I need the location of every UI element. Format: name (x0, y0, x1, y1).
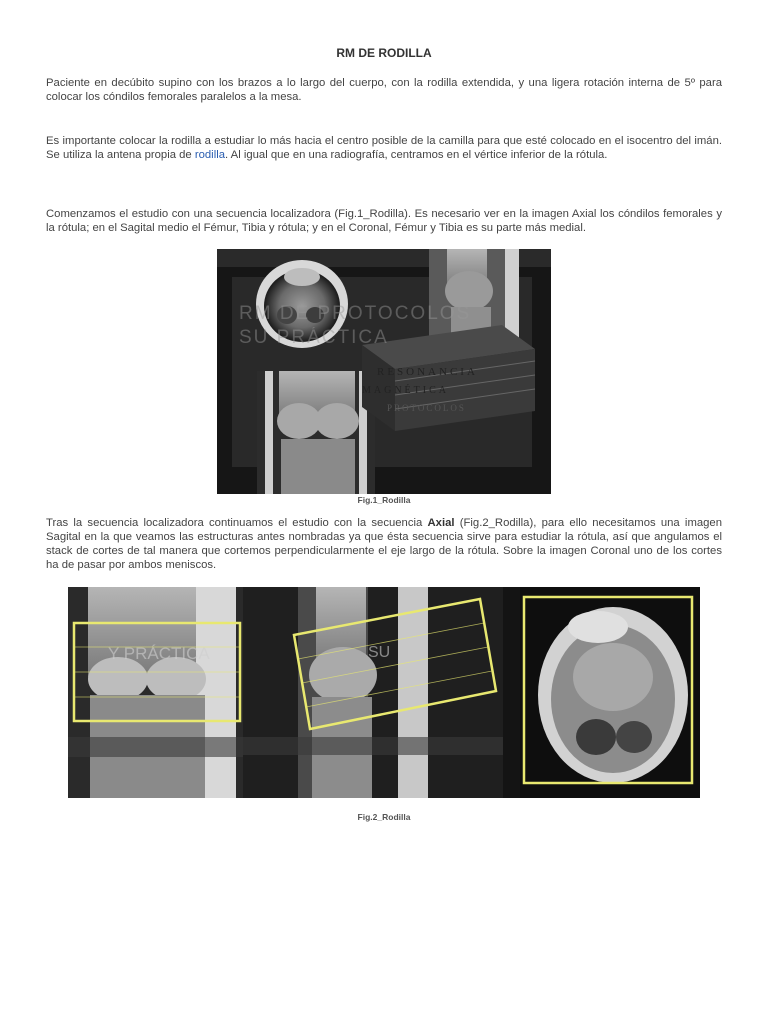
figure-2-caption: Fig.2_Rodilla (357, 812, 411, 822)
figure-2-planning-image (68, 587, 700, 798)
paragraph-centering (46, 134, 722, 162)
axial-term: Axial (427, 517, 455, 529)
figure-1-box-text-1: RESONANCIA (377, 366, 478, 378)
figure-1-watermark-1: RM DE PROTOCOLOS (239, 303, 472, 324)
figure-2-watermark-left: Y PRÁCTICA (108, 644, 210, 663)
figure-1-box-text-3: PROTOCOLOS (387, 403, 466, 413)
paragraph-centering-text-b: . Al igual que en una radiografía, centramos en el vértice inferior de la rótula. (225, 149, 608, 161)
figure-1-localizer-image (217, 249, 551, 494)
figure-1-watermark-2: SU PRÁCTICA (239, 327, 389, 348)
page-title: RM DE RODILLA (336, 46, 432, 60)
paragraph-localizer: Comenzamos el estudio con una secuencia localizadora (Fig.1_Rodilla). Es necesario ver en la imagen Axial los cóndilos femorales y la rótula; en el Sagital medio el Fémur, Tibia y rótula; y en el Coronal, Fémur y Tibia es su parte más medial. (46, 208, 722, 234)
paragraph-centering-text-a: Es importante colocar la rodilla a estudiar lo más hacia el centro posible de la camilla para que esté colocado en el isocentro del imán. Se utiliza la antena propia de (46, 135, 722, 161)
paragraph-axial-text-b: (Fig.2_Rodilla), para ello necesitamos una imagen Sagital en la que veamos las estructuras antes nombradas ya que ésta secuencia sirve para estudiar la rótula, así que angulamos el stack de cortes de tal manera que cortemos perpendicularmente el eje largo de la rótula. Sobre la imagen Coronal uno de los cortes ha de pasar por ambos meniscos. (46, 517, 722, 571)
figure-2-watermark-middle: SU (368, 644, 391, 661)
paragraph-axial-text-a: Tras la secuencia localizadora continuamos el estudio con la secuencia (46, 517, 428, 529)
figure-2-svg (68, 587, 700, 798)
rodilla-link[interactable]: rodilla (194, 149, 225, 161)
paragraph-axial (46, 516, 722, 572)
figure-1-box-text-2: MAGNÉTICA (362, 385, 449, 396)
paragraph-positioning: Paciente en decúbito supino con los brazos a lo largo del cuerpo, con la rodilla extendida, y una ligera rotación interna de 5º para colocar los cóndilos femorales paralelos a la mesa. (46, 77, 722, 103)
figure-1-svg (217, 249, 551, 494)
figure-1-caption: Fig.1_Rodilla (357, 495, 411, 505)
